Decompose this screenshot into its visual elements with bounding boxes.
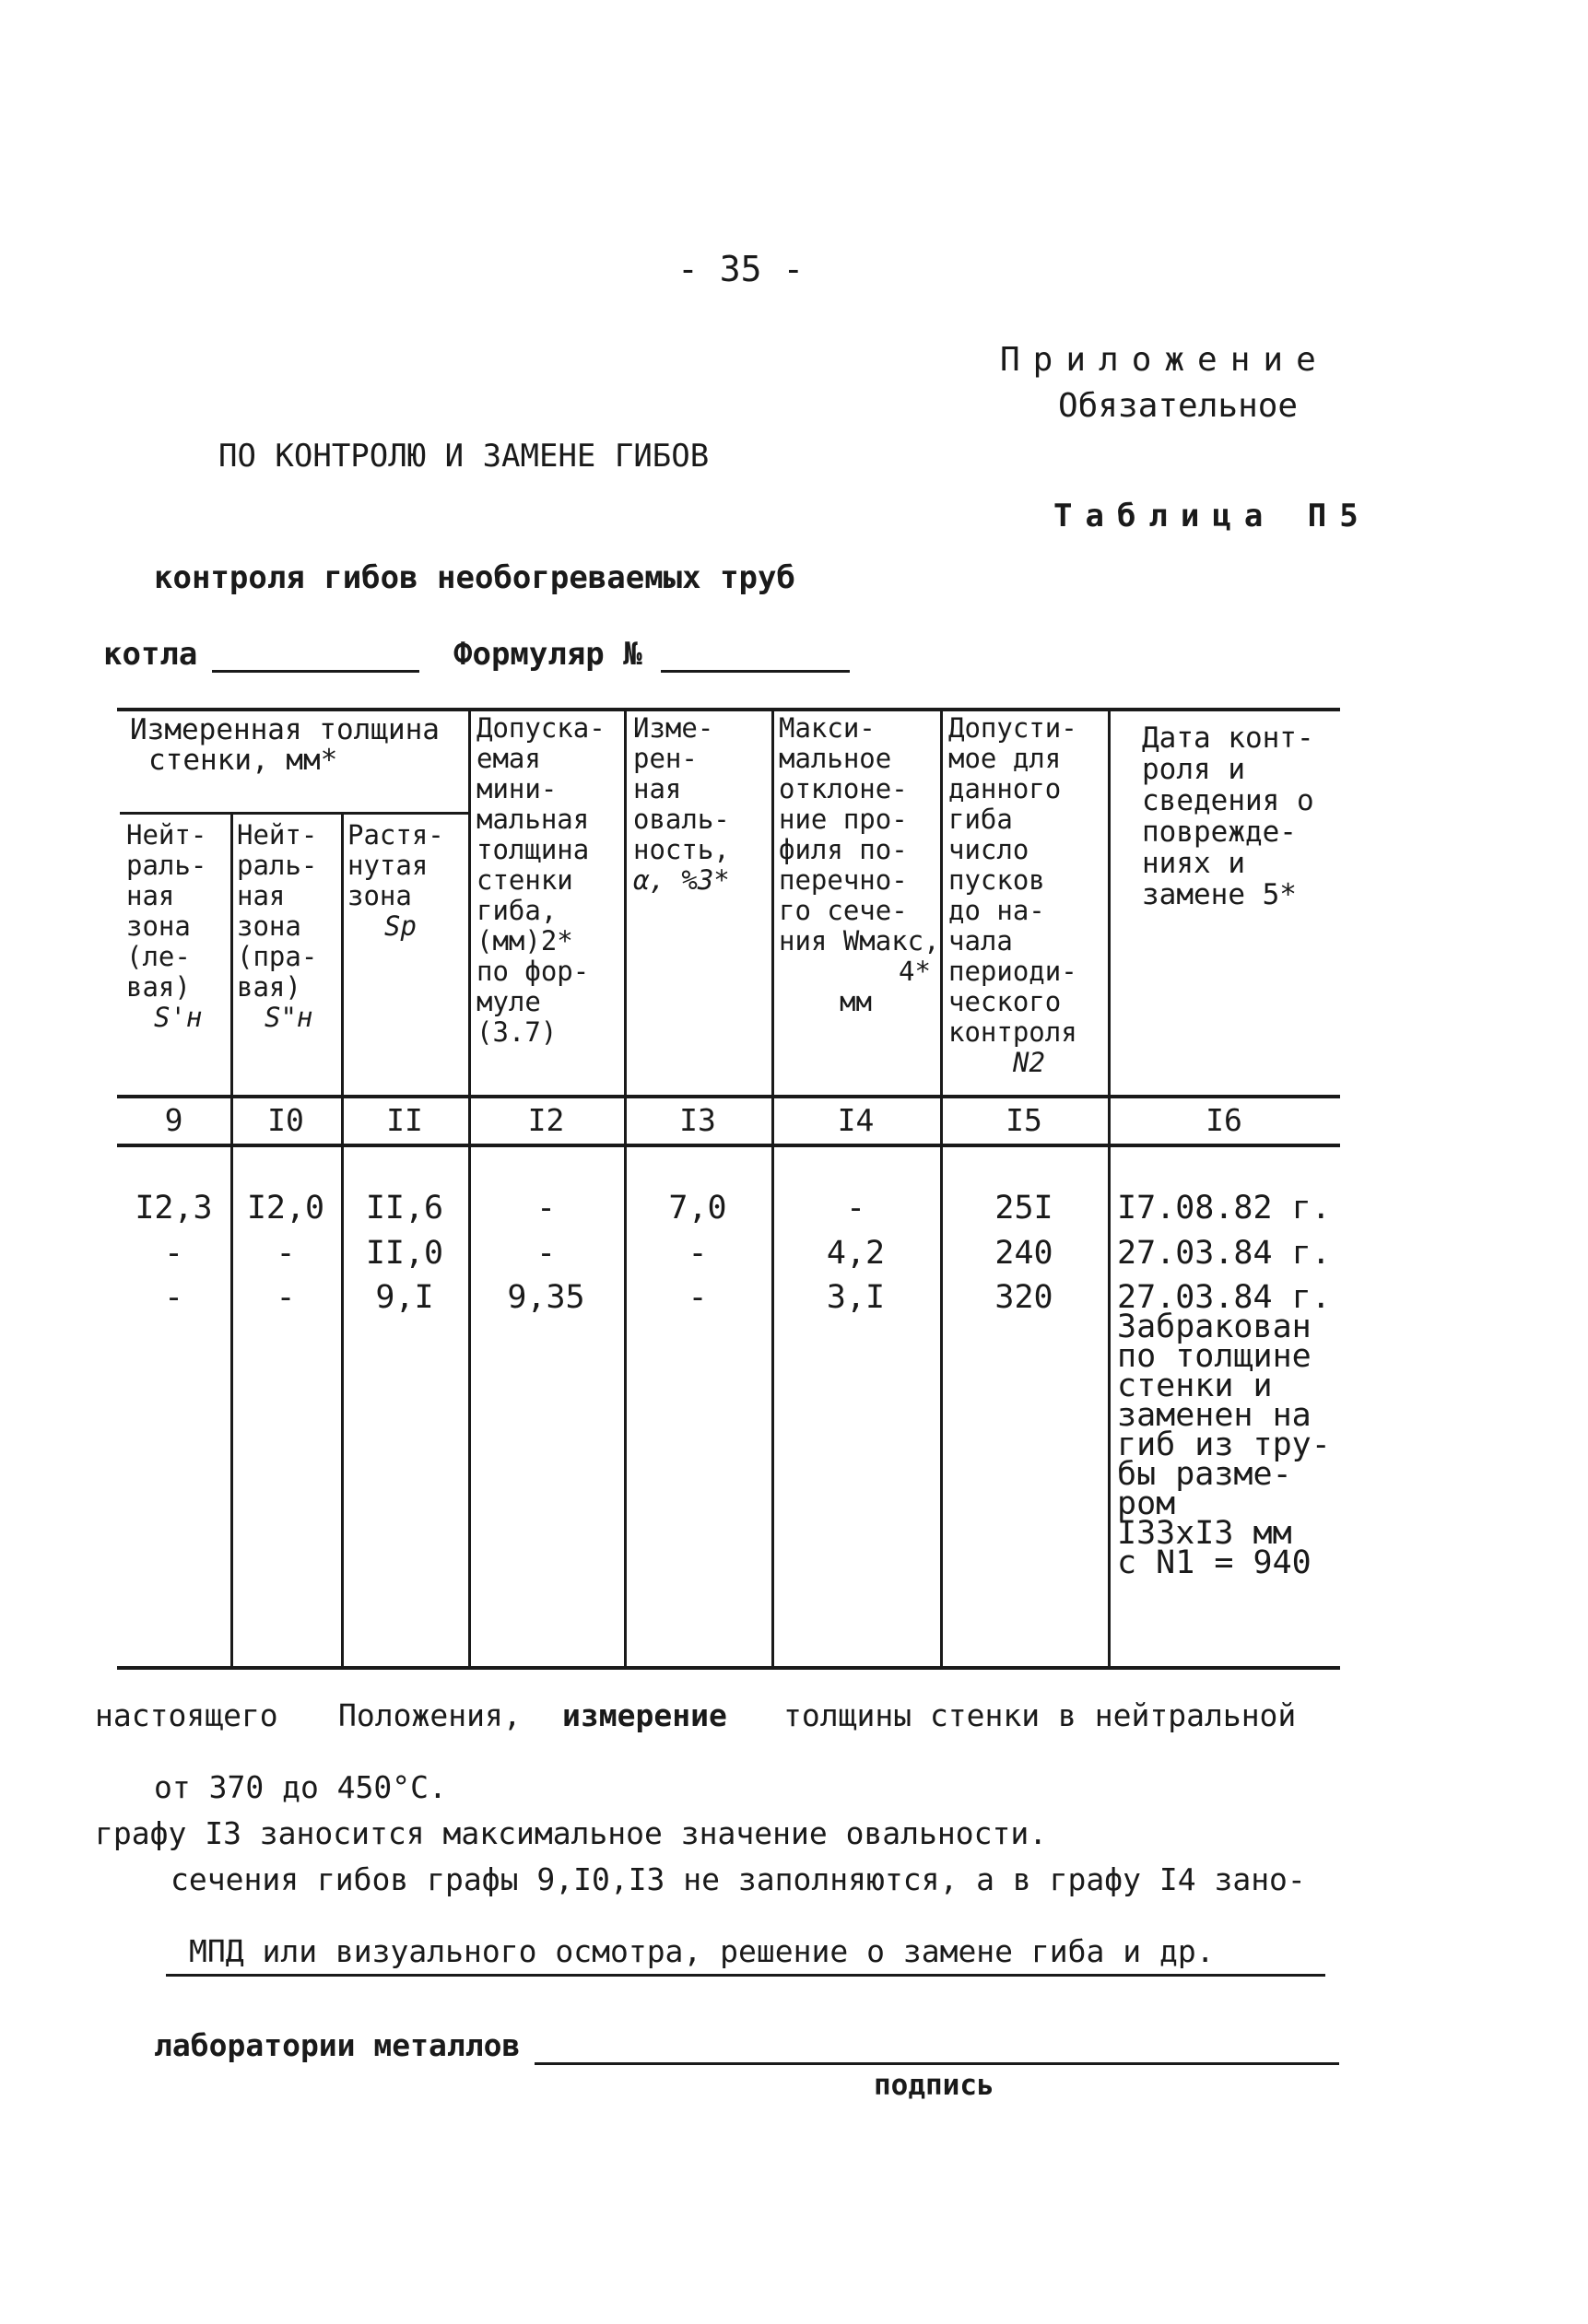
row3-col12: 9,35 — [507, 1279, 585, 1316]
column-number-14: I4 — [837, 1102, 875, 1138]
col-divider-11-12 — [468, 708, 471, 1666]
row3-col13: - — [688, 1279, 708, 1316]
column-number-11: II — [386, 1102, 423, 1138]
header-col-16: Дата конт- роля и сведения о поврежде- ниях и замене 5* — [1142, 722, 1314, 911]
group-underline — [120, 812, 468, 815]
row3-col14: 3,I — [826, 1279, 886, 1316]
bend-control-table — [117, 708, 1340, 1671]
column-number-10: I0 — [267, 1102, 304, 1138]
row2-col10: - — [276, 1235, 296, 1272]
signature-line — [535, 2062, 1339, 2065]
page-number: - 35 - — [677, 249, 805, 289]
note-line1-word2: Положения, — [338, 1697, 522, 1733]
table-subtitle: контроля гибов необогреваемых труб — [154, 559, 795, 596]
header-col-10: Нейт- раль- ная зона (пра- вая) S"н — [237, 819, 318, 1033]
row1-col12: - — [535, 1190, 557, 1227]
document-heading: ПО КОНТРОЛЮ И ЗАМЕНЕ ГИБОВ — [218, 438, 710, 475]
row1-col9: I2,3 — [135, 1190, 213, 1227]
row3-col16: 27.03.84 г. Забракован по толщине стенки и заменен на гиб из тру- бы разме- ром I33xI3 мм с N1 = 940 — [1117, 1279, 1331, 1581]
note-line1-rest: толщины стенки в нейтральной — [783, 1697, 1297, 1733]
appendix-status: Обязательное — [1058, 387, 1299, 425]
header-bottom-line — [117, 1095, 1340, 1098]
note-line1-word1: настоящего — [95, 1697, 278, 1733]
row2-col9: - — [163, 1235, 184, 1272]
row2-col13: - — [688, 1235, 708, 1272]
row3-col11: 9,I — [375, 1279, 434, 1316]
boiler-label: котла — [103, 636, 198, 673]
header-col-12: Допуска- емая мини- мальная толщина стенки гиба, (мм)2* по фор- муле (3.7) — [476, 712, 606, 1048]
column-number-9: 9 — [164, 1102, 183, 1138]
note-line4: сечения гибов графы 9,I0,I3 не заполняются, а в графу I4 зано- — [171, 1861, 1306, 1897]
col-divider-13-14 — [771, 708, 774, 1666]
table-bottom-border — [117, 1666, 1340, 1670]
note-line3: графу I3 заносится максимальное значение овальности. — [95, 1815, 1048, 1851]
row1-col16: I7.08.82 г. — [1117, 1190, 1331, 1227]
row2-col11: II,0 — [365, 1235, 444, 1272]
row1-col15: 25I — [994, 1190, 1053, 1227]
header-col-9: Нейт- раль- ная зона (ле- вая) S'н — [126, 819, 207, 1033]
row2-col14: 4,2 — [826, 1235, 886, 1272]
column-number-12: I2 — [527, 1102, 565, 1138]
row2-col12: - — [535, 1235, 557, 1272]
note-line5: МПД или визуального осмотра, решение о замене гиба и др. — [189, 1933, 1215, 1969]
row1-col13: 7,0 — [668, 1190, 727, 1227]
note-line5-underline — [166, 1974, 1325, 1977]
header-col-14: Макси- мальное отклоне- ние про- филя по- перечно- го сече- ния Wмакс, 4* мм — [779, 712, 940, 1017]
header-col-13: Изме- рен- ная оваль- ность, α, %3* — [633, 712, 730, 896]
header-col-15: Допусти- мое для данного гиба число пусков до на- чала периоди- ческого контроля N2 — [948, 712, 1077, 1078]
column-number-13: I3 — [679, 1102, 716, 1138]
group-header-line1: Измеренная толщина — [130, 713, 440, 746]
row1-col11: II,6 — [365, 1190, 444, 1227]
form-label: Формуляр № — [453, 636, 642, 673]
row1-col10: I2,0 — [246, 1190, 325, 1227]
col-divider-15-16 — [1108, 708, 1111, 1666]
group-header-line2: стенки, мм* — [148, 744, 338, 777]
table-label: Таблица П5 — [1053, 498, 1371, 534]
col-divider-12-13 — [624, 708, 627, 1666]
boiler-field — [212, 670, 419, 673]
appendix-title: Приложение — [1000, 341, 1329, 379]
note-line1-word3: измерение — [562, 1697, 727, 1733]
col-divider-14-15 — [940, 708, 943, 1666]
column-number-16: I6 — [1206, 1102, 1242, 1138]
row3-col10: - — [276, 1279, 296, 1316]
row2-col16: 27.03.84 г. — [1117, 1235, 1331, 1272]
lab-label: лаборатории металлов — [154, 2027, 521, 2063]
row3-col9: - — [163, 1279, 184, 1316]
column-number-line — [117, 1144, 1340, 1147]
row1-col14: - — [845, 1190, 866, 1227]
note-line2: от 370 до 450°С. — [154, 1769, 447, 1805]
row2-col15: 240 — [994, 1235, 1053, 1272]
form-number-field — [661, 670, 850, 673]
header-col-11: Растя- нутая зона Sр — [347, 819, 444, 942]
table-top-border — [117, 708, 1340, 711]
signature-caption: подпись — [874, 2069, 994, 2102]
row3-col15: 320 — [994, 1279, 1053, 1316]
column-number-15: I5 — [1006, 1102, 1042, 1138]
